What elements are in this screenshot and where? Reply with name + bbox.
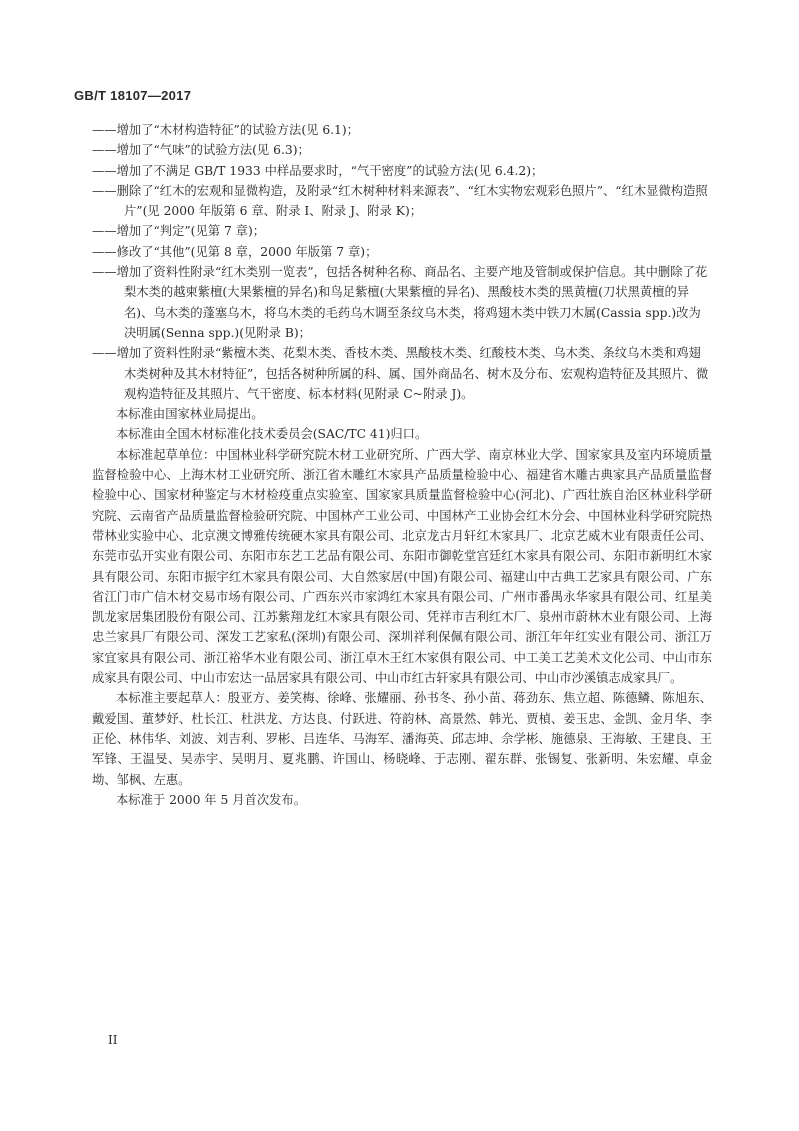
proposed-by-paragraph: 本标准由国家林业局提出。 xyxy=(116,407,264,422)
change-item-2: ——增加了“气味”的试验方法(见 6.3)； xyxy=(92,143,310,158)
change-item-8: ——增加了资料性附录“紫檀木类、花梨木类、香枝木类、黑酸枝木类、红酸枝木类、乌木类、条纹乌木类和鸡翅木类树种及其木材特征”，包括各树种所属的科、属、国外商品名、树木及分布、宏观构造特征及其照片、微观构造特征及其照片、气干密度、标本材料(见附录 C~附录 J)。 xyxy=(92,346,709,401)
foreword-body xyxy=(92,120,712,810)
change-item-1: ——增加了“木材构造特征”的试验方法(见 6.1)； xyxy=(92,123,359,137)
centralized-by-paragraph: 本标准由全国木材标准化技术委员会(SAC/TC 41)归口。 xyxy=(116,427,428,442)
change-item-3: ——增加了不满足 GB/T 1933 中样品要求时，“气干密度”的试验方法(见 6.4.2)； xyxy=(92,163,544,178)
page-number: II xyxy=(108,1033,118,1047)
drafting-units-paragraph: 本标准起草单位：中国林业科学研究院木材工业研究所、广西大学、南京林业大学、国家家具及室内环境质量监督检验中心、上海木材工业研究所、浙江省木雕红木家具产品质量检验中心、福建省木雕古典家具产品质量监督检验中心、国家材种鉴定与木材检疫重点实验室、国家家具质量监督检验中心(河北)、广西壮族自治区林业科学研究院、云南省产品质量监督检验研究院、中国林产工业公司、中国林产工业协会红木分会、中国林业科学研究院热带林业实验中心、北京澳文博雅传统硬木家具有限公司、北京龙古月轩红木家具厂、北京艺威木业有限责任公司、东莞市弘开实业有限公司、东阳市东艺工艺品有限公司、东阳市御乾堂宫廷红木家具有限公司、东阳市新明红木家具有限公司、东阳市振宇红木家具有限公司、大自然家居(中国)有限公司、福建山中古典工艺家具有限公司、广东省江门市广信木材交易市场有限公司、广西东兴市家鸿红木家具有限公司、广州市番禺永华家具有限公司、红星美凯龙家居集团股份有限公司、江苏紫翔龙红木家具有限公司、凭祥市吉利红木厂、泉州市蔚林木业有限公司、上海忠兰家具厂有限公司、深发工艺家私(深圳)有限公司、深圳祥利保佩有限公司、浙江年年红实业有限公司、浙江万家宜家具有限公司、浙江裕华木业有限公司、浙江卓木王红木家俱有限公司、中工美工艺美术文化公司、中山市东成家具有限公司、中山市宏达一品居家具有限公司、中山市红古轩家具有限公司、中山市沙溪镇志成家具厂。 xyxy=(92,447,712,686)
change-item-7: ——增加了资料性附录“红木类别一览表”，包括各树种名称、商品名、主要产地及管制或保护信息。其中删除了花梨木类的越柬紫檀(大果紫檀的异名)和鸟足紫檀(大果紫檀的异名)、黑酸枝木类的黑黄檀(刀状黑黄檀的异名)、乌木类的蓬塞乌木，将乌木类的毛药乌木调至条纹乌木类，将鸡翅木类中铁刀木属(Cassia spp.)改为决明属(Senna spp.)(见附录 B)； xyxy=(92,265,708,340)
change-item-4: ——删除了“红木的宏观和显微构造，及附录“红木树种材料来源表”、“红木实物宏观彩色照片”、“红木显微构造照片”(见 2000 年版第 6 章、附录 I、附录 J、附录 K)； xyxy=(92,183,708,219)
standard-code-header: GB/T 18107—2017 xyxy=(74,88,192,103)
drafters-paragraph: 本标准主要起草人：殷亚方、姜笑梅、徐峰、张耀丽、孙书冬、孙小苗、蒋劲东、焦立超、陈德鳞、陈旭东、戴爱国、董梦妤、杜长江、杜洪龙、方达良、付跃进、符韵林、高景然、韩光、贾楨、姜玉忠、金凯、金月华、李正伦、林伟华、刘波、刘吉利、罗彬、吕连华、马海军、潘海英、邱志坤、佘学彬、施德泉、王海敏、王建良、王军锋、王温旻、吴赤宇、吴明月、夏兆鹏、许国山、杨晓峰、于志刚、翟东群、张锡复、张新明、朱宏耀、卓金坳、邹枫、左惠。 xyxy=(92,691,712,787)
change-item-5: ——增加了“判定”(见第 7 章)； xyxy=(92,224,266,239)
first-publication-paragraph: 本标准于 2000 年 5 月首次发布。 xyxy=(116,792,307,807)
change-item-6: ——修改了“其他”(见第 8 章，2000 年版第 7 章)； xyxy=(92,244,378,259)
